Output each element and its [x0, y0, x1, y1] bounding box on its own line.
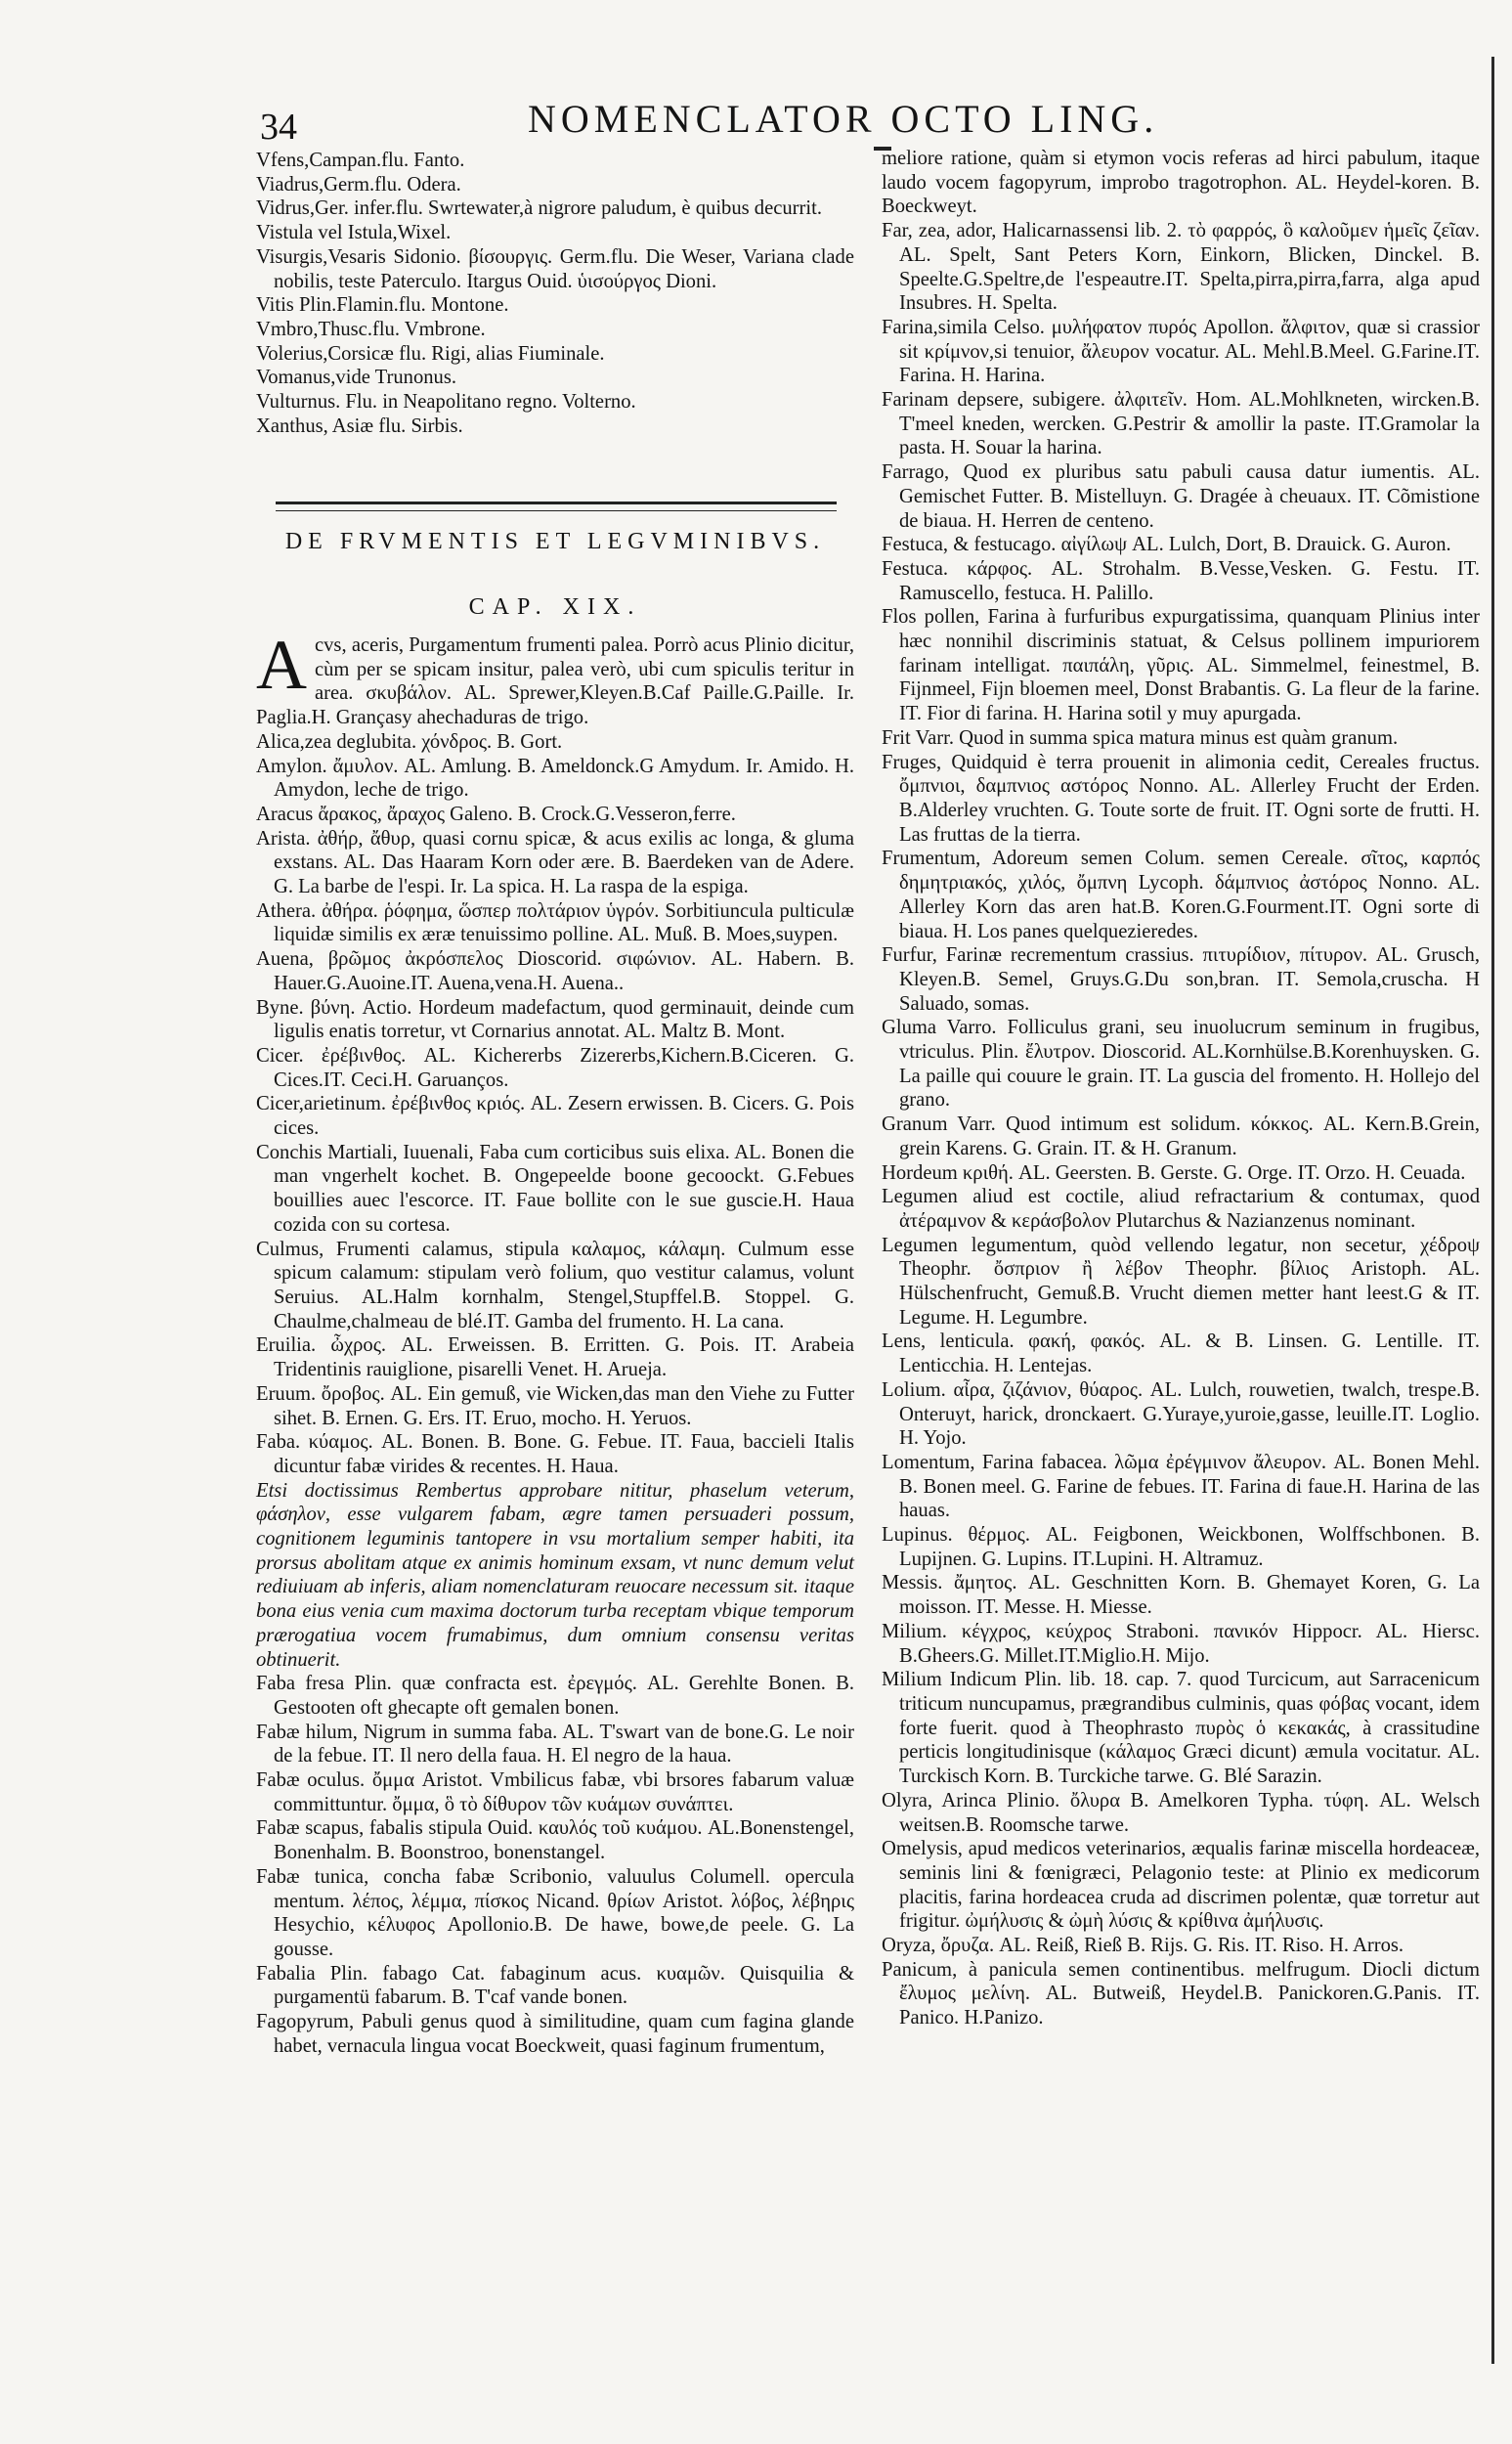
entry: Lens, lenticula. φακή, φακός. AL. & B. Linsen. G. Lentille. IT. Lenticchia. H. Lentejas. [882, 1331, 1480, 1377]
entry: Volerius,Corsicæ flu. Rigi, alias Fiuminale. [256, 342, 605, 365]
entry: Fabæ hilum, Nigrum in summa faba. AL. T'swart van de bone.G. Le noir de la febue. IT. Il nero della faua. H. El negro de la haua. [256, 1721, 854, 1768]
entry: Fagopyrum, Pabuli genus quod à similitudine, quam cum fagina glande habet, vernacula lingua vocat Boeckweit, quasi faginum frumentum, [256, 2011, 854, 2057]
section-title: DE FRVMENTIS ET LEGVMINIBVS. [284, 529, 826, 554]
entry: Faba. κύαμος. AL. Bonen. B. Bone. G. Febue. IT. Faua, baccieli Italis dicuntur fabæ virides & recentes. H. Haua. [256, 1431, 854, 1477]
entry: Milium. κέγχρος, κεύχρος Straboni. πανικόν Hippocr. AL. Hiersc. B.Gheers.G. Millet.IT.Miglio.H. Mijo. [882, 1620, 1480, 1667]
left-column-bottom [256, 626, 854, 2058]
commentary-paragraph: Etsi doctissimus Rembertus approbare nititur, phaselum veterum, φάσηλον, esse vulgarem fabam, ægre tamen persuaderi possum, cognitionem leguminis tantopere in vsu mortalium semper habiti, ita prorsus abolitam atque ex animis hominum exsam, vt nunc demum velut rediuiuam ab inferis, aliam nomenclaturam reuocare necessum sit. itaque bona eius venia cum maxima doctorum turba receptam vbique temporum prærogatiua vocem frumabimus, dum omnium consensu veritas obtinuerit. [256, 1479, 854, 1671]
entry: Eruilia. ὦχρος. AL. Erweissen. B. Erritten. G. Pois. IT. Arabeia Tridentinis rauiglione, pisarelli Venet. H. Arueja. [256, 1334, 854, 1381]
entry: Arista. ἀθήρ, ἄθυρ, quasi cornu spicæ, & acus exilis ac longa, & gluma exstans. AL. Das Haaram Korn oder ære. B. Baerdeken van de Adere. G. La barbe de l'espi. Ir. La spica. H. La raspa de la espiga. [256, 827, 854, 898]
entry: Byne. βύνη. Actio. Hordeum madefactum, quod germinauit, deinde cum ligulis enatis torretur, vt Cornarius annotat. AL. Maltz B. Mont. [256, 996, 854, 1043]
entry: Vitis Plin.Flamin.flu. Montone. [256, 294, 509, 317]
entry: Omelysis, apud medicos veterinarios, æqualis farinæ miscella hordeaceæ, seminis lini & fœnigræci, Pelagonio teste: at Plinio ex medicorum placitis, farina hordeacea cruda ad discrimen polentæ, quæ torretur aut frigitur. ὠμήλυσις & ὠμὴ λύσις & κρίθινα ἀμήλυσις. [882, 1838, 1480, 1933]
first-entry [256, 626, 854, 730]
entry: Lupinus. θέρμος. AL. Feigbonen, Weickbonen, Wolffschbonen. B. Lupijnen. G. Lupins. IT.Lupini. H. Altramuz. [882, 1524, 1480, 1570]
entry: Eruum. ὄροβος. AL. Ein gemuß, vie Wicken,das man den Viehe zu Futter sihet. B. Ernen. G. Ers. IT. Eruo, mocho. H. Yeruos. [256, 1382, 854, 1429]
entry: Granum Varr. Quod intimum est solidum. κόκκος. AL. Kern.B.Grein, grein Karens. G. Grain. IT. & H. Granum. [882, 1113, 1480, 1159]
entry: Xanthus, Asiæ flu. Sirbis. [256, 415, 463, 437]
entry: Panicum, à panicula semen continentibus. melfrugum. Diocli dictum ἔλυμος μελίνη. AL. Butweiß, Heydel.B. Panickoren.G.Panis. IT. Panico. H.Panizo. [882, 1958, 1480, 2029]
entry: Fabæ tunica, concha fabæ Scribonio, valuulus Columell. opercula mentum. λέπος, λέμμα, πίσκος Nicand. θρίων Aristot. λόβος, λέβηρις Hesychio, κέλυφος Apollonio.B. De hawe, bowe,de peele. G. La gousse. [256, 1865, 854, 1960]
entry: Culmus, Frumenti calamus, stipula καλαμος, κάλαμη. Culmum esse spicum calamum: stipulam verò folium, quo vestitur calamus, volunt Seruius. AL.Halm kornhalm, Stengel,Stupffel.B. Stoppel. G. Chaulme,chalmeau de blé.IT. Gamba del frumento. H. La cana. [256, 1238, 854, 1332]
page-number: 34 [260, 107, 297, 148]
entry: Vidrus,Ger. infer.flu. Swrtewater,à nigrore paludum, è quibus decurrit. [256, 197, 822, 220]
entry: Vistula vel Istula,Wixel. [256, 222, 452, 244]
entry: Furfur, Farinæ recrementum crassius. πιτυρίδιον, πίτυρον. AL. Grusch, Kleyen.B. Semel, Gruys.G.Du son,bran. IT. Semola,cruscha. H Saluado, somas. [882, 944, 1480, 1015]
left-column-top [256, 149, 854, 438]
entry: Faba fresa Plin. quæ confracta est. ἐρεγμός. AL. Gerehlte Bonen. B. Gestooten oft ghecapte oft gemalen bonen. [256, 1673, 854, 1719]
entry: Vfens,Campan.flu. Fanto. [256, 150, 465, 171]
chapter-heading: CAP. XIX. [468, 594, 642, 620]
section-divider [276, 502, 837, 511]
entry: Vulturnus. Flu. in Neapolitano regno. Volterno. [256, 391, 636, 414]
entry: Flos pollen, Farina à furfuribus expurgatissima, quanquam Plinius inter hæc nonnihil discriminis statuat, & Celsus pollinem impuriorem farinam intelligat. παιπάλη, γῦρις. AL. Simmelmel, feinestmel, B. Fijnmeel, Fijn bloemen meel, Donst Brabantis. G. La fleur de la farine. IT. Fior di farina. H. Harina sotil y muy apurgada. [882, 606, 1480, 725]
entry: Legumen legumentum, quòd vellendo legatur, non secetur, χέδροψ Theophr. ὄσπριον ἢ λέβον Theophr. βίλιος Aristoph. AL. Hülschenfrucht, Gemuß.B. Vrucht diemen metter hant leest.G & IT. Legume. H. Legumbre. [882, 1234, 1480, 1329]
entry: Farinam depsere, subigere. ἀλφιτεῖν. Hom. AL.Mohlkneten, wircken.B. T'meel kneden, wercken. G.Pestrir & amollir la paste. IT.Gramolar la pasta. H. Souar la harina. [882, 389, 1480, 459]
entry: Festuca, & festucago. αἰγίλωψ AL. Lulch, Dort, B. Drauick. G. Auron. [882, 534, 1451, 556]
entry: Fabæ scapus, fabalis stipula Ouid. καυλός τοῦ κυάμου. AL.Bonenstengel, Bonenhalm. B. Boonstroo, bonenstangel. [256, 1817, 854, 1864]
binding-edge-line [1491, 57, 1494, 2364]
entry: Fabalia Plin. fabago Cat. fabaginum acus. κυαμῶν. Quisquilia & purgamentü fabarum. B. T'caf vande bonen. [256, 1962, 854, 2009]
entry: Athera. ἀθήρα. ῥόφημα, ὥσπερ πολτάριον ὑγρόν. Sorbitiuncula pulticulæ liquidæ similis ex æræ tenuissimo polline. AL. Muß. B. Moes,suypen. [256, 899, 854, 946]
right-column [882, 147, 1480, 2030]
entry: Hordeum κριθή. AL. Geersten. B. Gerste. G. Orge. IT. Orzo. H. Ceuada. [882, 1161, 1466, 1184]
drop-cap: A [256, 626, 307, 704]
entry: Far, zea, ador, Halicarnassensi lib. 2. τὸ φαρρός, ὃ καλοῦμεν ἡμεῖς ζεῖαν. AL. Spelt, Sant Peters Korn, Einkorn, Blicken, Dinckel. B. Speelte.G.Speltre,de l'espeautre.IT. Spelta,pirra,pirra,farra, alga apud Insubres. H. Spelta. [882, 220, 1480, 315]
entry: Alica,zea deglubita. χόνδρος. B. Gort. [256, 730, 563, 753]
entry: Olyra, Arinca Plinio. ὄλυρα B. Amelkoren Typha. τύφη. AL. Welsch weitsen.B. Roomsche tarwe. [882, 1789, 1480, 1836]
entry-continuation: meliore ratione, quàm si etymon vocis referas ad hirci pabulum, itaque laudo vocem fagopyrum, improbo tragotrophon. AL. Heydel-koren. B. Boeckweyt. [882, 148, 1480, 218]
entry: Farina,simila Celso. μυλήφατον πυρός Apollon. ἄλφιτον, quæ si crassior sit κρίμνον,si tenuior, ἄλευρον vocatur. AL. Mehl.B.Meel. G.Farine.IT. Farina. H. Harina. [882, 316, 1480, 387]
entry: Legumen aliud est coctile, aliud refractarium & contumax, quod ἀτέραμνον & κεράσβολον Plutarchus & Nazianzenus nominant. [882, 1186, 1480, 1232]
entry: Visurgis,Vesaris Sidonio. βίσουργις. Germ.flu. Die Weser, Variana clade nobilis, teste Paterculo. Itargus Ouid. ὑισούργος Dioni. [256, 245, 854, 292]
entry: Fabæ oculus. ὄμμα Aristot. Vmbilicus fabæ, vbi brsores fabarum valuæ committuntur. ὄμμα, ὃ τὸ δίθυρον τῶν κυάμων συνάπτει. [256, 1769, 854, 1815]
entry: Cicer,arietinum. ἐρέβινθος κριός. AL. Zesern erwissen. B. Cicers. G. Pois cices. [256, 1093, 854, 1140]
entry: Fruges, Quidquid è terra prouenit in alimonia cedit, Cereales fructus. ὄμπνιοι, δαμπνιος αστόρος Nonno. AL. Allerley Frucht der Erden. B.Alderley vruchten. G. Toute sorte de fruit. IT. Ogni sorte de frutti. H. Las fruttas de la tierra. [882, 751, 1480, 846]
entry: Farrago, Quod ex pluribus satu pabuli causa datur iumentis. AL. Gemischet Futter. B. Mistelluyn. G. Dragée à cheuaux. IT. Cõmistione de biaua. H. Herren de centeno. [882, 461, 1480, 532]
entry: Viadrus,Germ.flu. Odera. [256, 173, 461, 196]
entry: Milium Indicum Plin. lib. 18. cap. 7. quod Turcicum, aut Sarracenicum triticum nuncupamus, prægrandibus culminis, quas φόβας vocant, idem forte fuerit. quod à Theophrasto πυρὸς ὁ κεκακάς, à crassitudine perticis longitudinisque (κάλαμος Græci dicunt) æmula vocitatur. AL. Turckisch Korn. B. Turckiche tarwe. G. Blé Sarazin. [882, 1669, 1480, 1788]
first-entry-text: cvs, aceris, Purgamentum frumenti palea. Porrò acus Plinio dicitur, cùm per se spicam insitur, palea verò, ubi cum spiculis teritur in area. σκυβάλον. AL. Sprewer,Kleyen.B.Caf Paille.G.Paille. Ir. Paglia.H. Grançasy ahechaduras de trigo. [256, 634, 854, 729]
entry: Frit Varr. Quod in summa spica matura minus est quàm granum. [882, 726, 1399, 749]
entry: Cicer. ἐρέβινθος. AL. Kichererbs Zizererbs,Kichern.B.Ciceren. G. Cices.IT. Ceci.H. Garuanços. [256, 1044, 854, 1091]
entry: Auena, βρῶμος ἀκρόσπελος Dioscorid. σιφώνιον. AL. Habern. B. Hauer.G.Auoine.IT. Auena,vena.H. Auena.. [256, 948, 854, 994]
entry: Lolium. αἶρα, ζιζάνιον, θύαρος. AL. Lulch, rouwetien, twalch, trespe.B. Onteruyt, harick, dronckaert. G.Yuraye,yuroie,gasse, leuille.IT. Loglio. H. Yojo. [882, 1378, 1480, 1450]
entry: Vomanus,vide Trunonus. [256, 367, 457, 389]
entry: Lomentum, Farina fabacea. λῶμα ἐρέγμινον ἄλευρον. AL. Bonen Mehl. B. Bonen meel. G. Farine de febues. IT. Farina di faue.H. Harina de las hauas. [882, 1451, 1480, 1522]
entry: Oryza, ὄρυζα. AL. Reiß, Rieß B. Rijs. G. Ris. IT. Riso. H. Arros. [882, 1935, 1404, 1957]
entry: Gluma Varro. Folliculus grani, seu inuolucrum seminum in frugibus, vtriculus. Plin. ἔλυτρον. Dioscorid. AL.Kornhülse.B.Korenhuysken. G. La paille qui couure le grain. IT. La guscia del fromento. H. Hollejo del grano. [882, 1017, 1480, 1112]
entry: Festuca. κάρφος. AL. Strohalm. B.Vesse,Vesken. G. Festu. IT. Ramuscello, festuca. H. Palillo. [882, 557, 1480, 604]
running-title: NOMENCLATOR OCTO LING. [528, 97, 1159, 141]
entry: Aracus ἄρακος, ἄραχος Galeno. B. Crock.G.Vesseron,ferre. [256, 803, 736, 825]
entry: Vmbro,Thusc.flu. Vmbrone. [256, 318, 486, 340]
entry: Amylon. ἄμυλον. AL. Amlung. B. Ameldonck.G Amydum. Ir. Amido. H. Amydon, leche de trigo. [256, 755, 854, 802]
entry: Messis. ἄμητος. AL. Geschnitten Korn. B. Ghemayet Koren, G. La moisson. IT. Messe. H. Miesse. [882, 1572, 1480, 1619]
entry: Frumentum, Adoreum semen Colum. semen Cereale. σῖτος, καρπός δημητριακός, χιλός, ὄμπνη Lycoph. δάμπνιος ἀστόρος Nonno. AL. Allerley Korn das aren hat.B. Koren.G.Fourment.IT. Ogni sorte di biaua. H. Los panes quelquezieredes. [882, 848, 1480, 942]
entry: Conchis Martiali, Iuuenali, Faba cum corticibus suis elixa. AL. Bonen die man vngerhelt kochet. B. Ongepeelde boone gecoockt. G.Febues bouillies auec l'escorce. IT. Faue bollite con le sue guscie.H. Haua cozida con su cortesa. [256, 1141, 854, 1236]
